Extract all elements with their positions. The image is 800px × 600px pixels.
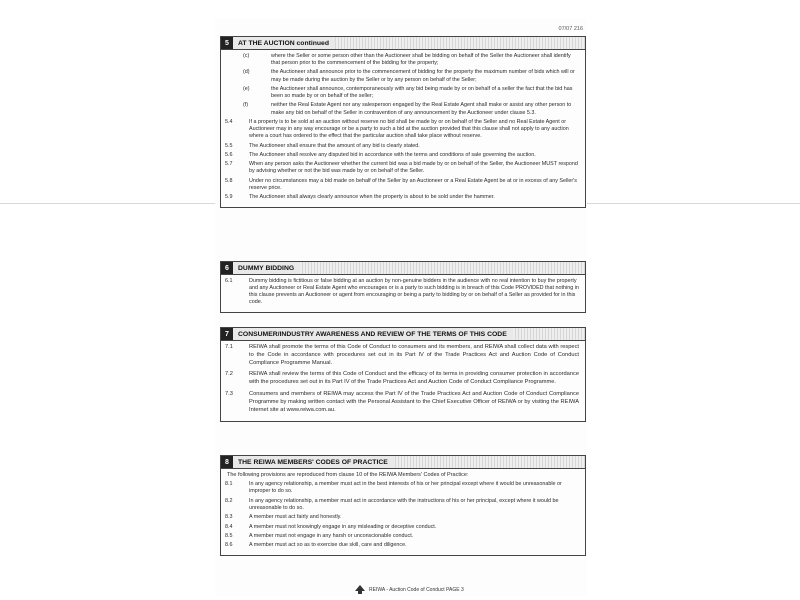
clause-text: A member must not knowingly engage in any misleading or deceptive conduct. — [249, 523, 437, 530]
clause-number: 5.7 — [225, 161, 233, 168]
section-7-header — [221, 328, 585, 341]
section-6-body — [221, 275, 585, 312]
page-code: 07/07 216 — [558, 26, 583, 32]
clause-text: the Auctioneer shall announce prior to the commencement of bidding for the property the maximum number of bids which will or may be made during the auction by the Seller or by any person on behalf of the Seller; — [271, 69, 575, 83]
clause-text: If a property is to be sold at an auction without reserve no bid shall be made by or on behalf of the Seller and no Real Estate Agent or Auctioneer may in any way encourage or be a party to such a bid at the auction provided that this clause shall not apply to any auction where a court has ordered to the effect that the particular auction shall take place without reserve. — [249, 118, 569, 140]
clause-item — [225, 344, 579, 368]
section-5-number: 5 — [221, 37, 233, 49]
clause-number: 5.6 — [225, 151, 233, 158]
clause-item — [225, 514, 579, 521]
clause-item — [225, 498, 579, 512]
clause-number: 8.6 — [225, 542, 233, 549]
clause-text: where the Seller or some person other than the Auctioneer shall be bidding on behalf of the Seller the Auctioneer shall identify that person prior to the commencement of the bidding for the property; — [271, 53, 571, 67]
section-6 — [220, 261, 586, 313]
footer-text: REIWA - Auction Code of Conduct PAGE 3 — [369, 586, 464, 593]
clause-text: Consumers and members of REIWA may access the Part IV of the Trade Practices Act and Auction Code of Conduct Compliance Programme by making written contact with the Personal Assistant to the Chief Executive Officer of REIWA or by visiting the REIWA Internet site at www.reiwa.com.au. — [249, 390, 579, 413]
clause-subitem — [225, 102, 579, 116]
section-8-body — [221, 469, 585, 555]
section-8-title: THE REIWA MEMBERS' CODES OF PRACTICE — [233, 456, 394, 468]
clause-subitem-label: (f) — [243, 102, 249, 109]
section-6-number: 6 — [221, 262, 233, 274]
clause-item — [225, 371, 579, 387]
section-8-header — [221, 456, 585, 469]
clause-text: Dummy bidding is fictitious or false bidding at an auction by non-genuine bidders in the audience with no real intention to buy the property and any Auctioneer or Real Estate Agent who encourages or is a party to such bidding is in breach of this Code PROVIDED that nothing in this clause prevents an Auctioneer or agent from encouraging or being a party to bidding by or on behalf of a Seller as provided for in this code. — [249, 278, 579, 306]
clause-text: Under no circumstances may a bid made on behalf of the Seller by an Auctioneer or a Real Estate Agent be at or in excess of any Seller's reserve price. — [249, 177, 577, 191]
clause-item — [225, 542, 579, 549]
clause-number: 5.4 — [225, 118, 233, 125]
clause-subitem — [225, 86, 579, 100]
section-7 — [220, 327, 586, 422]
clause-text: In any agency relationship, a member must act in the best interests of his or her principal except where it would be unreasonable or improper to do so. — [249, 481, 562, 495]
clause-text: neither the Real Estate Agent nor any salesperson engaged by the Real Estate Agent shall make or assist any other person to make any bid on behalf of the Seller in contravention of any announcement by the Auctioneer under clause 5.3. — [271, 102, 572, 116]
clause-item — [225, 194, 579, 201]
clause-number: 7.1 — [225, 344, 233, 350]
clause-subitem-label: (e) — [243, 85, 250, 92]
clause-subitem-label: (c) — [243, 53, 250, 59]
section-5-body — [221, 50, 585, 207]
clause-item — [225, 119, 579, 140]
clause-number: 5.8 — [225, 177, 233, 184]
clause-text: The Auctioneer shall always clearly announce when the property is about to be sold under the hammer. — [249, 194, 495, 201]
clause-text: A member must not engage in any harsh or unconscionable conduct. — [249, 532, 414, 539]
section-5 — [220, 36, 586, 208]
section-6-header — [221, 262, 585, 275]
clause-subitem — [225, 69, 579, 83]
clause-text: When any person asks the Auctioneer whether the current bid was a bid made by or on behalf of the Seller, the Auctioneer MUST respond by advising whether or not the bid was made by or on behalf of the Seller. — [249, 161, 578, 175]
clause-item — [225, 524, 579, 531]
clause-subitem-label: (d) — [243, 69, 250, 76]
clause-item — [225, 278, 579, 306]
clause-item — [225, 391, 579, 415]
clause-number: 5.9 — [225, 194, 233, 201]
clause-text: A member must act fairly and honestly. — [249, 514, 342, 521]
clause-number: 7.2 — [225, 371, 233, 378]
clause-text: The Auctioneer shall ensure that the amount of any bid is clearly stated. — [249, 142, 420, 149]
section-5-title: AT THE AUCTION continued — [233, 37, 335, 49]
clause-text: In any agency relationship, a member must act in accordance with the instructions of his or her principal, except where it would be unreasonable to do so. — [249, 497, 559, 511]
clause-number: 5.5 — [225, 142, 233, 149]
clause-text: The Auctioneer shall resolve any disputed bid in accordance with the terms and conditions of sale governing the auction. — [249, 151, 536, 158]
section-7-body — [221, 341, 585, 421]
clause-text: A member must act so as to exercise due skill, care and diligence. — [249, 542, 407, 549]
section-5-header — [221, 37, 585, 50]
clause-number: 8.4 — [225, 523, 233, 530]
clause-subitem — [225, 53, 579, 67]
clause-item — [225, 481, 579, 495]
reiwa-logo-icon — [355, 585, 365, 594]
section-7-title: CONSUMER/INDUSTRY AWARENESS AND REVIEW OF THE TERMS OF THIS CODE — [233, 328, 513, 340]
section-7-number: 7 — [221, 328, 233, 340]
clause-text: REIWA shall review the terms of this Code of Conduct and the efficacy of its terms in providing consumer protection in accordance with the procedures set out in its Part IV of the Trade Practices Act and Auction Code of Conduct Compliance Programme. — [249, 371, 579, 386]
section-6-title: DUMMY BIDDING — [233, 262, 300, 274]
clause-number: 8.1 — [225, 481, 233, 488]
clause-item — [225, 152, 579, 159]
clause-text: REIWA shall promote the terms of this Code of Conduct to consumers and its members, and REIWA shall collect data with respect to the Code in accordance with procedures set out in its Part IV of the Trade Practices Act and Auction Code of Conduct Compliance Programme Manual. — [249, 344, 579, 366]
clause-number: 6.1 — [225, 278, 233, 284]
clause-number: 8.2 — [225, 497, 233, 504]
clause-item — [225, 143, 579, 150]
clause-number: 8.5 — [225, 532, 233, 539]
document-page — [215, 18, 587, 596]
clause-item — [225, 178, 579, 192]
clause-number: 7.3 — [225, 390, 233, 397]
section-8-number: 8 — [221, 456, 233, 468]
clause-item — [225, 161, 579, 175]
section-8-intro: The following provisions are reproduced from clause 10 of the REIWA Members' Codes of Practice: — [227, 472, 469, 478]
clause-item — [225, 533, 579, 540]
clause-text: the Auctioneer shall announce, contemporaneously with any bid being made by or on behalf of a seller the fact that the bid has been so made by or on behalf of the seller; — [271, 85, 573, 100]
page-footer — [355, 585, 464, 594]
clause-number: 8.3 — [225, 514, 233, 521]
section-8 — [220, 455, 586, 556]
